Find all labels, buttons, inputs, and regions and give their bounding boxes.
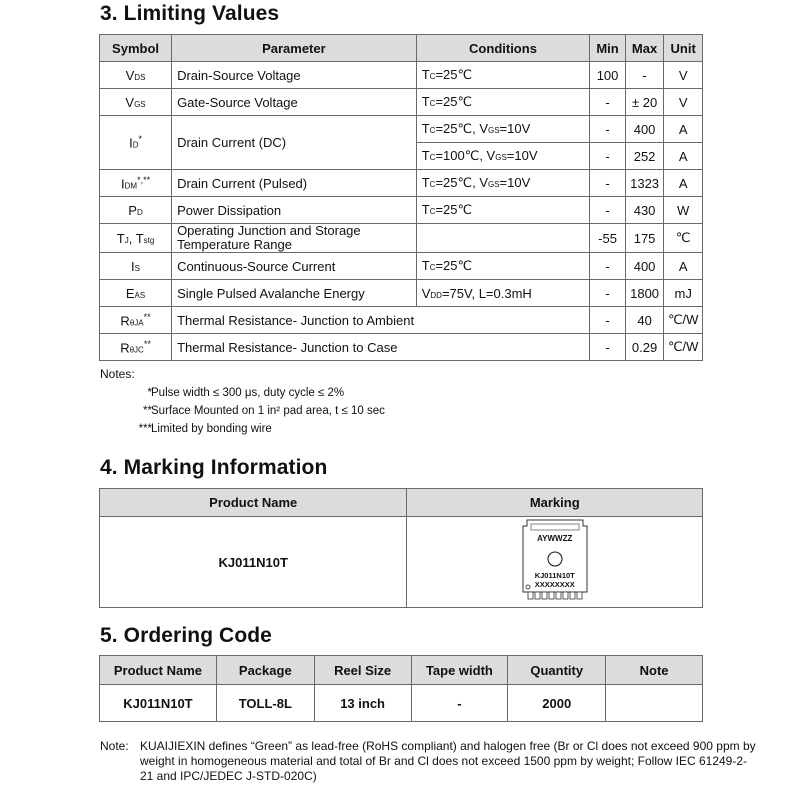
- table-row: [100, 334, 703, 361]
- table-header-row: [100, 35, 703, 62]
- unit-cell: mJ: [664, 280, 703, 307]
- product-name-cell: KJ011N10T: [100, 685, 217, 722]
- table-row: [100, 116, 703, 143]
- quantity-cell: 2000: [508, 685, 606, 722]
- symbol-cell: ID*: [100, 116, 172, 170]
- min-cell: -: [590, 253, 626, 280]
- parameter-cell: Drain Current (Pulsed): [172, 170, 417, 197]
- table-header-row: [100, 656, 703, 685]
- product-name-cell: KJ011N10T: [100, 517, 407, 608]
- symbol-cell: RθJA**: [100, 307, 172, 334]
- symbol-cell: VDS: [100, 62, 172, 89]
- parameter-cell: Operating Junction and Storage Temperature Range: [172, 224, 417, 253]
- marking-cell: [407, 517, 703, 608]
- section-title-limiting-values: 3. Limiting Values: [100, 2, 280, 25]
- package-cell: TOLL-8L: [216, 685, 314, 722]
- table-row: [100, 197, 703, 224]
- table-header-row: [100, 489, 703, 517]
- table-row: [100, 224, 703, 253]
- unit-cell: V: [664, 89, 703, 116]
- symbol-cell: IS: [100, 253, 172, 280]
- parameter-cell: Power Dissipation: [172, 197, 417, 224]
- condition-cell: [416, 224, 590, 253]
- max-cell: 400: [625, 253, 664, 280]
- parameter-cell: Thermal Resistance- Junction to Case: [172, 334, 590, 361]
- symbol-cell: TJ, Tstg: [100, 224, 172, 253]
- min-cell: -: [590, 307, 626, 334]
- header-quantity: Quantity: [508, 656, 606, 685]
- min-cell: 100: [590, 62, 626, 89]
- header-product-name: Product Name: [100, 489, 407, 517]
- condition-cell: VDD=75V, L=0.3mH: [416, 280, 590, 307]
- min-cell: -: [590, 143, 626, 170]
- parameter-cell: Drain Current (DC): [172, 116, 417, 170]
- min-cell: -: [590, 334, 626, 361]
- symbol-cell: IDM*,**: [100, 170, 172, 197]
- unit-cell: A: [664, 143, 703, 170]
- table-row: [100, 89, 703, 116]
- footer-text: KUAIJIEXIN defines “Green” as lead-free (RoHS compliant) and halogen free (Br or Cl does not exceed 900 ppm by weight in homogeneous material and total of Br and Cl does not exceed 1500 ppm by weight; Follow IEC 61249-2-21 and IPC/JEDEC J-STD-020C): [140, 739, 756, 783]
- note-text: Surface Mounted on 1 in² pad area, t ≤ 10 sec: [151, 405, 385, 417]
- note-mark: **: [143, 405, 152, 417]
- table-row: [100, 307, 703, 334]
- header-note: Note: [606, 656, 703, 685]
- table-row: [100, 685, 703, 722]
- header-min: Min: [590, 35, 626, 62]
- unit-cell: A: [664, 170, 703, 197]
- condition-cell: TC=25℃: [416, 89, 590, 116]
- max-cell: 1323: [625, 170, 664, 197]
- max-cell: 430: [625, 197, 664, 224]
- header-conditions: Conditions: [416, 35, 590, 62]
- footer-label: Note:: [100, 739, 129, 753]
- header-package: Package: [216, 656, 314, 685]
- header-max: Max: [625, 35, 664, 62]
- max-cell: 40: [625, 307, 664, 334]
- table-row: [100, 517, 703, 608]
- max-cell: -: [625, 62, 664, 89]
- package-marking-drawing: [519, 518, 591, 606]
- header-product-name: Product Name: [100, 656, 217, 685]
- parameter-cell: Gate-Source Voltage: [172, 89, 417, 116]
- parameter-cell: Single Pulsed Avalanche Energy: [172, 280, 417, 307]
- unit-cell: W: [664, 197, 703, 224]
- header-reel-size: Reel Size: [314, 656, 411, 685]
- notes-title: Notes:: [100, 367, 135, 381]
- marking-line-part: KJ011N10T: [534, 571, 575, 580]
- condition-cell: TC=25℃: [416, 62, 590, 89]
- max-cell: 252: [625, 143, 664, 170]
- limiting-values-table: [99, 34, 703, 361]
- max-cell: 400: [625, 116, 664, 143]
- unit-cell: ℃/W: [664, 334, 703, 361]
- marking-table: [99, 488, 703, 608]
- header-symbol: Symbol: [100, 35, 172, 62]
- symbol-cell: RθJC**: [100, 334, 172, 361]
- table-row: [100, 62, 703, 89]
- header-parameter: Parameter: [172, 35, 417, 62]
- table-row: [100, 253, 703, 280]
- condition-cell: TC=25℃, VGS=10V: [416, 116, 590, 143]
- note-text: Pulse width ≤ 300 μs, duty cycle ≤ 2%: [151, 387, 345, 399]
- symbol-cell: PD: [100, 197, 172, 224]
- section-title-marking: 4. Marking Information: [100, 456, 328, 479]
- symbol-cell: EAS: [100, 280, 172, 307]
- condition-cell: TC=25℃: [416, 253, 590, 280]
- condition-cell: TC=100℃, VGS=10V: [416, 143, 590, 170]
- marking-line-lot: XXXXXXXX: [534, 580, 575, 589]
- unit-cell: A: [664, 253, 703, 280]
- note-cell: [606, 685, 703, 722]
- note-mark: ***: [138, 423, 152, 435]
- ordering-code-table: [99, 655, 703, 722]
- max-cell: ± 20: [625, 89, 664, 116]
- unit-cell: ℃/W: [664, 307, 703, 334]
- unit-cell: ℃: [664, 224, 703, 253]
- parameter-cell: Thermal Resistance- Junction to Ambient: [172, 307, 590, 334]
- tape-width-cell: -: [411, 685, 508, 722]
- condition-cell: TC=25℃, VGS=10V: [416, 170, 590, 197]
- min-cell: -: [590, 89, 626, 116]
- reel-size-cell: 13 inch: [314, 685, 411, 722]
- header-tape-width: Tape width: [411, 656, 508, 685]
- marking-line-date: AYWWZZ: [537, 534, 573, 543]
- header-marking: Marking: [407, 489, 703, 517]
- section-title-ordering: 5. Ordering Code: [100, 624, 272, 647]
- table-row: [100, 280, 703, 307]
- note-text: Limited by bonding wire: [151, 423, 272, 435]
- min-cell: -: [590, 170, 626, 197]
- min-cell: -: [590, 116, 626, 143]
- max-cell: 1800: [625, 280, 664, 307]
- unit-cell: A: [664, 116, 703, 143]
- max-cell: 175: [625, 224, 664, 253]
- condition-cell: TC=25℃: [416, 197, 590, 224]
- min-cell: -: [590, 197, 626, 224]
- symbol-cell: VGS: [100, 89, 172, 116]
- min-cell: -: [590, 280, 626, 307]
- max-cell: 0.29: [625, 334, 664, 361]
- note-mark: *: [147, 387, 152, 399]
- min-cell: -55: [590, 224, 626, 253]
- parameter-cell: Drain-Source Voltage: [172, 62, 417, 89]
- header-unit: Unit: [664, 35, 703, 62]
- table-row: [100, 170, 703, 197]
- parameter-cell: Continuous-Source Current: [172, 253, 417, 280]
- unit-cell: V: [664, 62, 703, 89]
